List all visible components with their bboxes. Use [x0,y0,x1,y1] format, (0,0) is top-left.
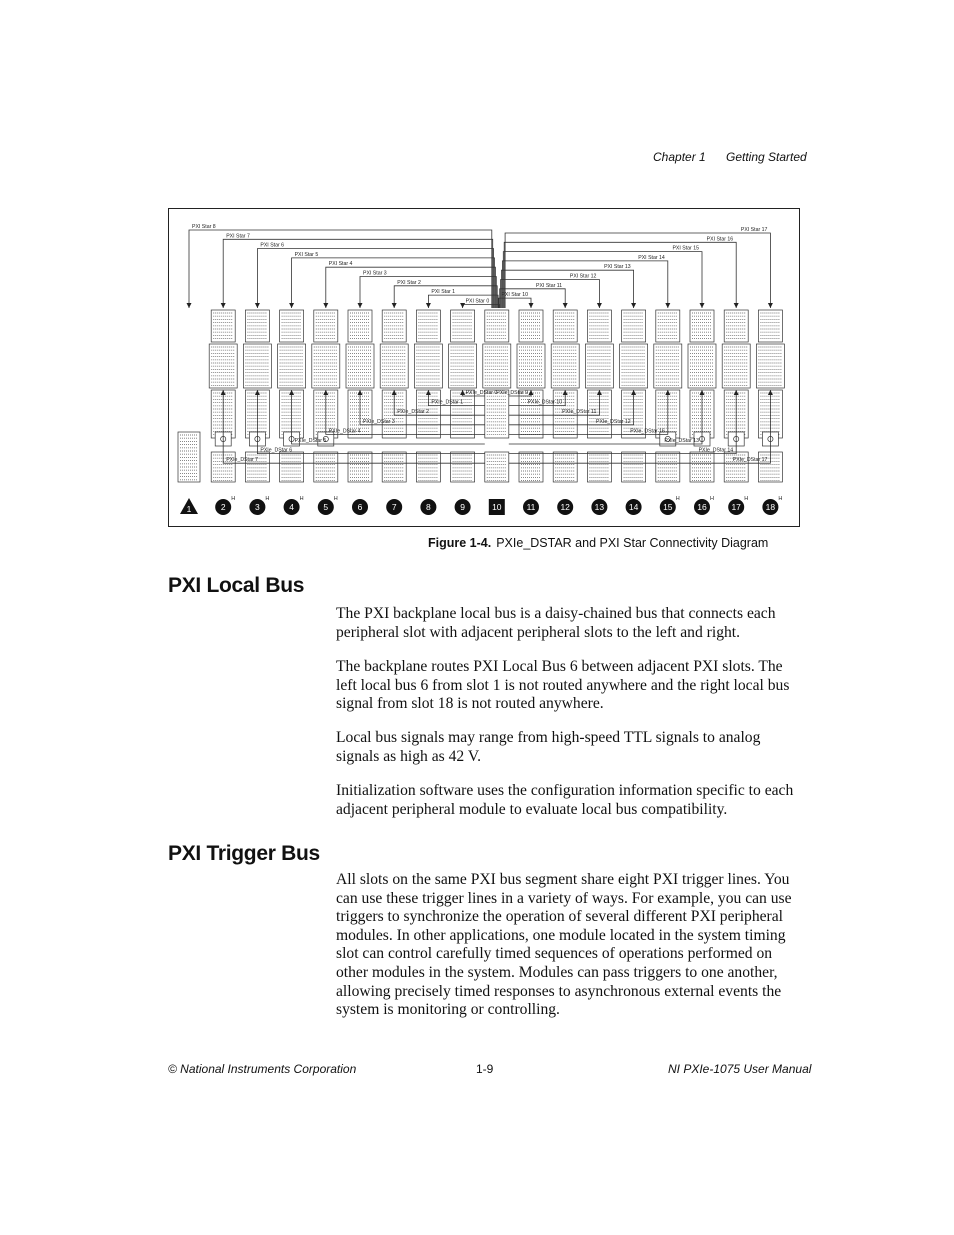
connector-block [485,390,509,438]
dstar-label: PXIe_DStar 17 [732,457,768,464]
slot-number: 3 [255,502,260,513]
figure-number: Figure 1-4. [428,536,492,550]
pxi-star-label: PXI Star 6 [260,242,285,249]
slot-number: 12 [560,502,570,513]
slot-number: 10 [492,502,502,513]
paragraph: All slots on the same PXI bus segment share eight PXI trigger lines. You can use these trigger lines in a variety of ways. For example, you can use triggers to synchronize the operation of several different PXI peripheral modules. In other applications, one module located in the system timing slot can control carefully timed sequences of operations performed on other modules in the system. Modules can pass triggers to one another, allowing precisely timed responses to asynchronous external events the system is monitoring or controlling. [336,871,792,1019]
connector-block [451,390,475,438]
dstar-label: PXIe_DStar 0 [465,390,498,396]
hybrid-marker: H [778,496,783,502]
hybrid-marker: H [744,496,749,502]
hybrid-marker: H [265,496,270,502]
footer-left: © National Instruments Corporation [168,1062,357,1076]
page-number: 1-9 [476,1062,494,1076]
dstar-label: PXIe_DStar 10 [527,399,563,406]
footer-right: NI PXIe-1075 User Manual [668,1062,812,1076]
header-section: Getting Started [726,150,807,164]
figure-caption [428,536,768,550]
pxi-star-label: PXI Star 13 [604,264,631,271]
connector-block [519,390,543,438]
slot-number: 5 [323,502,329,513]
paragraph: The PXI backplane local bus is a daisy-chained bus that connects each peripheral slot with adjacent peripheral slots to the left and right. [336,605,776,641]
slot-number: 8 [426,502,431,513]
connectivity-diagram [168,208,800,528]
pxi-star-label: PXI Star 1 [431,289,456,296]
paragraph: Local bus signals may range from high-speed TTL signals to analog signals as high as 42 V. [336,729,761,765]
dstar-label: PXIe_DStar 11 [562,409,597,416]
pxi-star-label: PXI Star 0 [465,298,490,305]
pxi-star-label: PXI Star 15 [672,245,699,252]
pxi-star-label: PXI Star 10 [501,292,528,299]
pxi-star-label: PXI Star 8 [192,224,216,230]
slot-number: 11 [526,502,536,513]
dstar-label: PXIe_DStar 12 [595,418,631,425]
pxi-star-label: PXI Star 16 [706,236,734,243]
dstar-label: PXIe_DStar 2 [397,409,429,416]
pxi-star-label: PXI Star 4 [328,261,353,268]
pxi-star-label: PXI Star 5 [294,251,319,258]
pxi-star-label: PXI Star 2 [397,279,421,286]
dstar-label: PXIe_DStar 5 [294,438,327,444]
dstar-label: PXIe_DStar 7 [226,457,258,464]
slot-number: 9 [460,502,465,513]
paragraph: Initialization software uses the configuration information specific to each adjacent peripheral module to evaluate local bus compatibility. [336,782,794,818]
hybrid-marker: H [299,496,304,502]
slot-number: 16 [697,502,707,513]
section-title-local-bus: PXI Local Bus [168,574,305,597]
pxi-star-label: PXI Star 14 [638,254,665,261]
slot-number: 1 [186,504,192,514]
dstar-label: PXIe_DStar 1 [431,399,464,406]
section-title-trigger-bus: PXI Trigger Bus [168,842,320,865]
dstar-label: PXIe_DStar 9 [496,390,528,396]
slot-number: 2 [220,502,226,513]
pxi-star-label: PXI Star 11 [536,282,563,289]
hybrid-marker: H [710,496,714,502]
hybrid-marker: H [675,496,680,502]
pxi-star-label: PXI Star 17 [740,227,768,233]
dstar-label: PXIe_DStar 4 [328,428,361,435]
hybrid-marker: H [231,496,236,502]
slot-number: 7 [391,502,397,513]
slot-number: 14 [628,502,639,513]
dstar-label: PXIe_DStar 16 [630,428,665,435]
hybrid-marker: H [333,496,338,502]
paragraph: The backplane routes PXI Local Bus 6 between adjacent PXI slots. The left local bus 6 from slot 1 is not routed anywhere and the right local bus signal from slot 18 is not routed anywhere. [336,658,790,713]
pxi-star-label: PXI Star 7 [226,233,250,240]
slot-number: 15 [663,502,673,513]
slot-number: 6 [357,502,363,513]
slot-number: 4 [289,502,294,513]
dstar-label: PXIe_DStar 14 [698,447,734,454]
pxi-star-label: PXI Star 12 [569,273,597,280]
dstar-label: PXIe_DStar 6 [260,447,293,454]
dstar-label: PXIe_DStar 3 [363,418,395,425]
header-chapter: Chapter 1 [653,150,706,164]
slot-number: 13 [594,502,605,513]
slot-number: 17 [731,502,741,513]
dstar-label: PXIe_DStar 13 [664,438,699,444]
pxi-star-label: PXI Star 3 [363,270,387,277]
figure-caption-text: PXIe_DSTAR and PXI Star Connectivity Diagram [496,536,769,550]
slot-number: 18 [765,502,776,513]
